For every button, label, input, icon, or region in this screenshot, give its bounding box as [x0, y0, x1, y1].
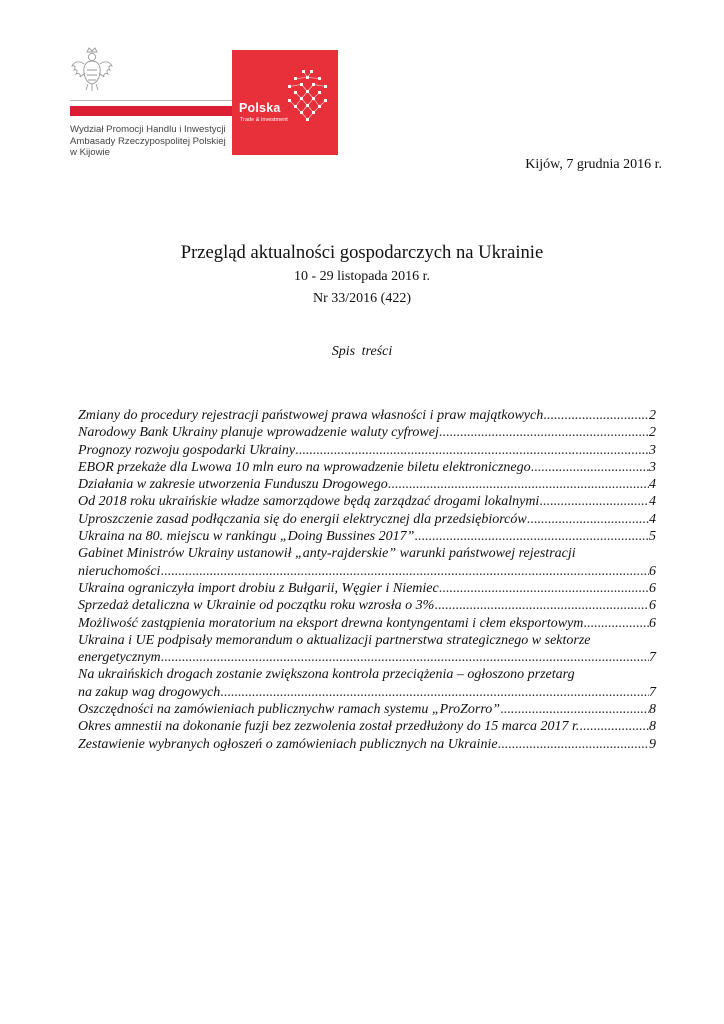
toc-entry[interactable]: [78, 580, 656, 597]
toc-entry[interactable]: [78, 459, 656, 476]
brand-name: Polska: [239, 101, 281, 115]
toc-entry-line: [78, 493, 656, 510]
toc-entry[interactable]: [78, 666, 656, 701]
toc-page-number: 4: [649, 494, 656, 510]
toc-entry[interactable]: [78, 615, 656, 632]
toc-entry-line: [78, 597, 656, 614]
toc-entry-line: [78, 476, 656, 493]
toc-entry[interactable]: [78, 407, 656, 424]
toc-entry-title: Okres amnestii na dokonanie fuzji bez zezwolenia został przedłużony do 15 marca 2017 r.: [78, 719, 580, 735]
toc-entry[interactable]: [78, 511, 656, 528]
toc-heading: Spis treści: [331, 344, 393, 359]
toc-entry-line: [78, 701, 656, 718]
toc-entry-line: [78, 442, 656, 459]
toc-page-number: 6: [649, 580, 656, 596]
toc-dot-leader: [579, 718, 649, 735]
toc-page-number: 3: [649, 442, 656, 458]
toc-entry-line: [78, 718, 656, 735]
toc-entry[interactable]: [78, 597, 656, 614]
toc-entry[interactable]: [78, 632, 656, 667]
white-eagle-emblem-icon: [70, 46, 114, 94]
toc-dot-leader: [414, 528, 649, 545]
organization-name: [70, 124, 226, 159]
toc-entry[interactable]: [78, 528, 656, 545]
toc-page-number: 4: [649, 511, 656, 527]
toc-dot-leader: [583, 615, 649, 632]
toc-entry-line: [78, 459, 656, 476]
toc-dot-leader: [543, 407, 649, 424]
toc-entry-line: [78, 736, 656, 753]
report-period: 10 - 29 listopada 2016 r.: [293, 269, 431, 284]
toc-page-number: 7: [649, 650, 656, 666]
toc-dot-leader: [295, 442, 649, 459]
toc-entry[interactable]: [78, 493, 656, 510]
document-date: Kijów, 7 grudnia 2016 r.: [525, 157, 662, 172]
org-line-2: Ambasady Rzeczypospolitej Polskiej: [70, 135, 226, 147]
toc-entry-line: [78, 528, 656, 545]
toc-page-number: 8: [649, 702, 656, 718]
toc-entry-title: Działania w zakresie utworzenia Funduszu Drogowego: [78, 477, 388, 493]
org-line-1: Wydział Promocji Handlu i Inwestycji: [70, 124, 226, 135]
toc-entry-title-line: Na ukraińskich drogach zostanie zwiększona kontrola przeciążenia – ogłoszono przetarg: [78, 667, 575, 683]
toc-dot-leader: [498, 736, 649, 753]
toc-entry-line: [78, 424, 656, 441]
toc-dot-leader: [439, 580, 649, 597]
page-title: Przegląd aktualności gospodarczych na Ukrainie: [180, 242, 544, 263]
toc-page-number: 6: [649, 563, 656, 579]
toc-entry-line: [78, 684, 656, 701]
toc-page-number: 9: [649, 736, 656, 752]
toc-entry-line: [78, 580, 656, 597]
flag-white-stripe: [70, 100, 232, 101]
toc-entry-title: Od 2018 roku ukraińskie władze samorządowe będą zarządzać drogami lokalnymi: [78, 494, 540, 510]
toc-dot-leader: [439, 424, 649, 441]
flag-red-stripe: [70, 106, 232, 116]
toc-dot-leader: [500, 701, 649, 718]
toc-entry-line: [78, 511, 656, 528]
toc-entry-title: EBOR przekaże dla Lwowa 10 mln euro na wprowadzenie biletu elektronicznego: [78, 459, 531, 475]
toc-page-number: 2: [649, 408, 656, 423]
polska-trade-investment-logo: [232, 50, 338, 155]
toc-dot-leader: [527, 511, 649, 528]
toc-entry-title: na zakup wag drogowych: [78, 684, 221, 700]
toc-dot-leader: [220, 684, 649, 701]
toc-entry[interactable]: [78, 718, 656, 735]
toc-entry-title: Ukraina na 80. miejscu w rankingu „Doing Bussines 2017”: [78, 529, 415, 545]
brand-mark-icon: [284, 68, 328, 128]
toc-entry-title: Oszczędności na zamówieniach publicznychw ramach systemu „ProZorro”: [78, 702, 501, 718]
toc-page-number: 5: [649, 529, 656, 545]
toc-entry-line: [78, 615, 656, 632]
toc-dot-leader: [388, 476, 649, 493]
toc-page-number: 8: [649, 719, 656, 735]
toc-entry-title-line: Gabinet Ministrów Ukrainy ustanowił „anty-rajderskie” warunki państwowej rejestracji: [78, 546, 576, 562]
toc-page-number: 6: [649, 615, 656, 631]
toc-page-number: 6: [649, 598, 656, 614]
toc-entry-line: [78, 649, 656, 666]
toc-dot-leader: [161, 649, 649, 666]
toc-page-number: 4: [649, 477, 656, 493]
toc-entry-title: energetycznym: [78, 650, 161, 666]
toc-entry[interactable]: [78, 545, 656, 580]
toc-entry-title: Prognozy rozwoju gospodarki Ukrainy: [78, 442, 296, 458]
toc-entry-title: Sprzedaż detaliczna w Ukrainie od początku roku wzrosła o 3%: [78, 598, 435, 614]
toc-entry-title: Możliwość zastąpienia moratorium na eksport drewna kontyngentami i cłem eksportowym: [78, 615, 584, 631]
toc-entry[interactable]: [78, 736, 656, 753]
toc-dot-leader: [160, 563, 649, 580]
brand-tagline: Trade & Investment: [240, 117, 288, 123]
toc-entry[interactable]: [78, 476, 656, 493]
toc-page-number: 7: [649, 684, 656, 700]
toc-entry-line: [78, 563, 656, 580]
toc-page-number: 2: [649, 425, 656, 441]
toc-entry-title-line: Ukraina i UE podpisały memorandum o aktualizacji partnerstwa strategicznego w sektorze: [78, 632, 591, 648]
toc-entry-title: Ukraina ograniczyła import drobiu z Bułgarii, Węgier i Niemiec: [78, 580, 439, 596]
toc-entry-line: [78, 407, 656, 424]
toc-entry-title: nieruchomości: [78, 563, 161, 579]
toc-entry-title: Zestawienie wybranych ogłoszeń o zamówieniach publicznych na Ukrainie: [78, 736, 498, 752]
toc-entry[interactable]: [78, 424, 656, 441]
toc-page-number: 3: [649, 459, 656, 475]
toc-entry-title: Narodowy Bank Ukrainy planuje wprowadzenie waluty cyfrowej: [78, 425, 439, 441]
org-line-3: w Kijowie: [70, 147, 110, 159]
toc-entry-title: Uproszczenie zasad podłączania się do energii elektrycznej dla przedsiębiorców: [78, 511, 527, 527]
issue-number: Nr 33/2016 (422): [313, 291, 411, 306]
toc-entry[interactable]: [78, 442, 656, 459]
toc-dot-leader: [539, 493, 649, 510]
toc-dot-leader: [531, 459, 649, 476]
table-of-contents: [78, 407, 656, 753]
toc-entry[interactable]: [78, 701, 656, 718]
toc-dot-leader: [434, 597, 649, 614]
toc-entry-title: Zmiany do procedury rejestracji państwowej prawa własności i praw majątkowych: [78, 408, 544, 423]
